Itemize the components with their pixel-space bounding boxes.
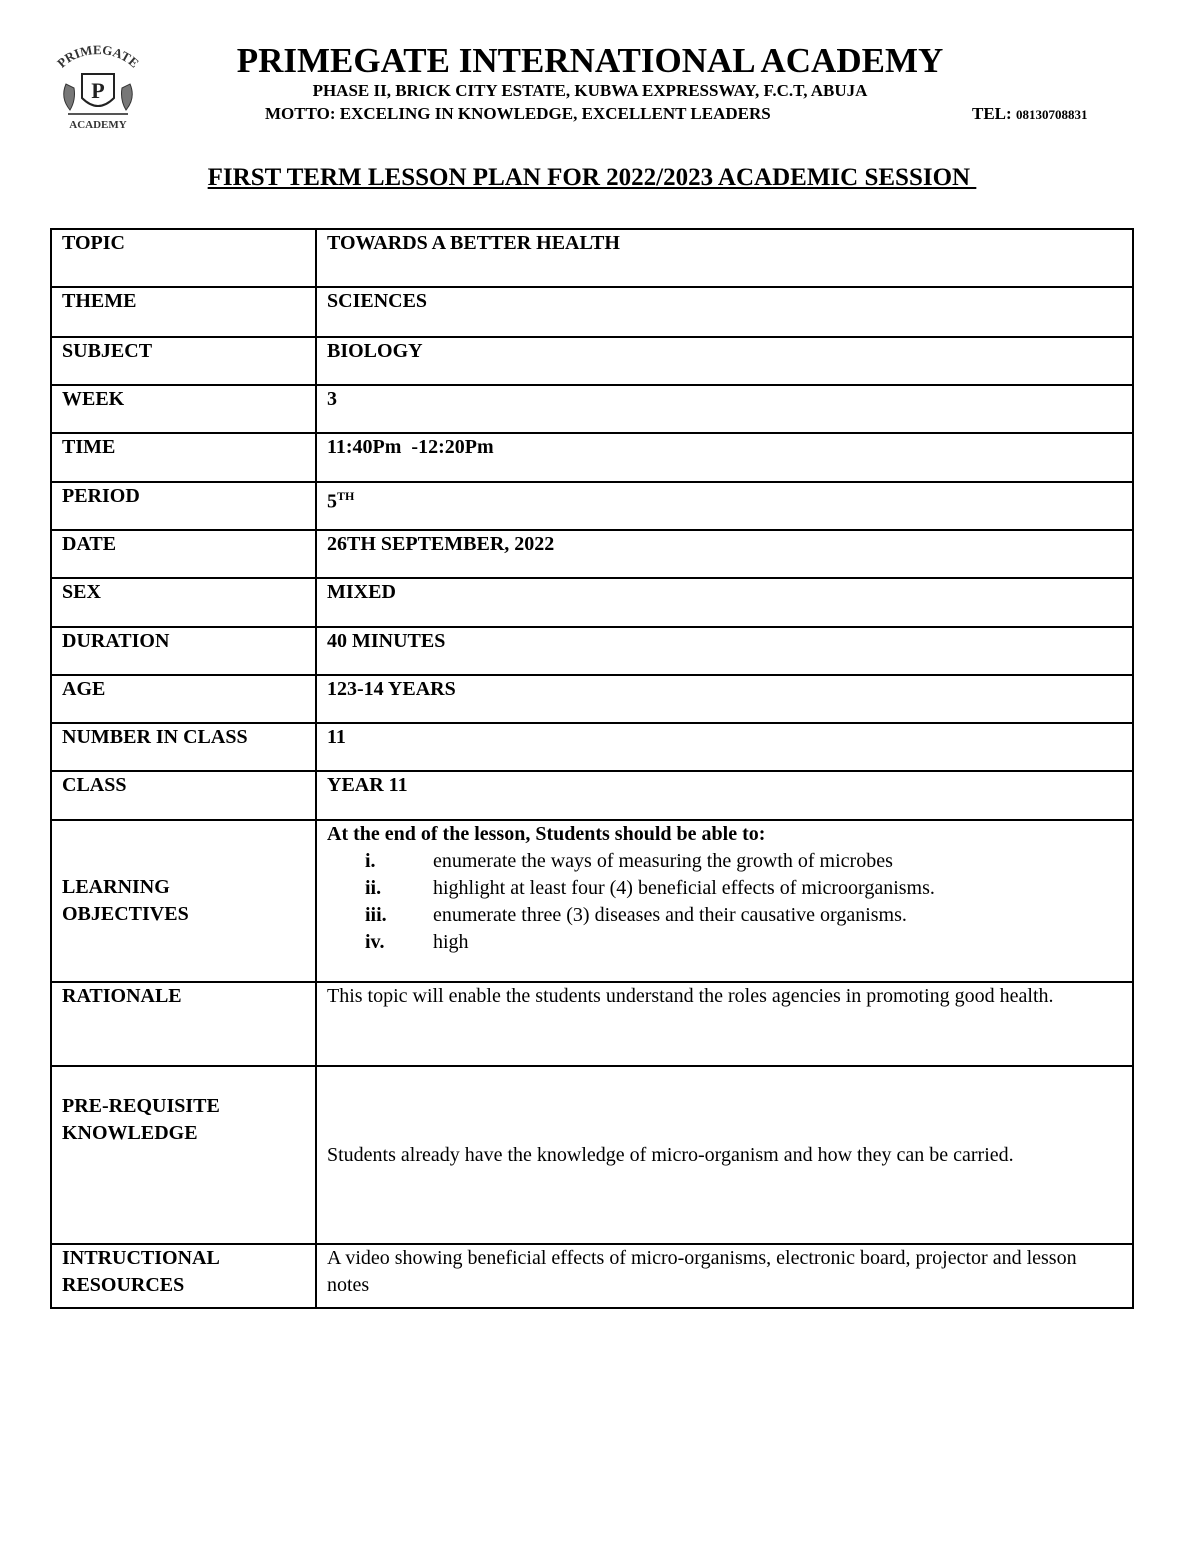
row-value: TOWARDS A BETTER HEALTH [316, 229, 1133, 287]
table-row [51, 627, 1133, 675]
row-value [316, 482, 1133, 530]
table-row-prerequisite [51, 1066, 1133, 1244]
school-logo [46, 40, 150, 132]
row-value: YEAR 11 [316, 771, 1133, 820]
row-value: A video showing beneficial effects of micro-organisms, electronic board, projector and lesson notes [316, 1244, 1133, 1308]
table-row-objectives [51, 820, 1133, 982]
row-label: SUBJECT [51, 337, 316, 385]
period-suffix: TH [337, 489, 355, 503]
row-label [51, 1066, 316, 1244]
item-text: highlight at least four (4) beneficial effects of microorganisms. [433, 877, 935, 899]
table-row [51, 337, 1133, 385]
table-row [51, 723, 1133, 771]
list-item [327, 902, 1122, 929]
school-motto: MOTTO: EXCELING IN KNOWLEDGE, EXCELLENT LEADERS [265, 104, 771, 123]
logo-text-top: PRIMEGATE [54, 42, 142, 71]
row-label: THEME [51, 287, 316, 337]
table-row-rationale [51, 982, 1133, 1066]
row-label: PERIOD [51, 482, 316, 530]
table-row [51, 578, 1133, 627]
row-label: TOPIC [51, 229, 316, 287]
row-value [316, 433, 1133, 482]
table-row [51, 675, 1133, 723]
table-row [51, 287, 1133, 337]
period-value: 5 [327, 490, 337, 513]
time-value: 11:40Pm -12:20Pm [327, 436, 494, 458]
table-row [51, 482, 1133, 530]
item-number: ii. [365, 877, 382, 899]
row-label: AGE [51, 675, 316, 723]
tel-number: 08130708831 [1015, 107, 1088, 122]
item-number: i. [365, 850, 376, 872]
row-label: SEX [51, 578, 316, 627]
item-text: high [433, 931, 469, 953]
list-item [327, 875, 1122, 902]
row-value: This topic will enable the students understand the roles agencies in promoting good health. [316, 982, 1133, 1066]
row-label: TIME [51, 433, 316, 482]
objectives-list [327, 848, 1122, 956]
row-label: DURATION [51, 627, 316, 675]
row-value: 3 [316, 385, 1133, 433]
row-value: 11 [316, 723, 1133, 771]
item-text: enumerate the ways of measuring the growth of microbes [433, 850, 893, 872]
resources-label-line1: INTRUCTIONAL [62, 1247, 220, 1269]
table-row [51, 385, 1133, 433]
objectives-intro: At the end of the lesson, Students should be able to: [327, 823, 766, 845]
row-value: Students already have the knowledge of micro-organism and how they can be carried. [316, 1066, 1133, 1244]
item-text: enumerate three (3) diseases and their causative organisms. [433, 904, 907, 926]
row-value: 26TH SEPTEMBER, 2022 [316, 530, 1133, 578]
row-label: NUMBER IN CLASS [51, 723, 316, 771]
logo-letter: P [91, 78, 105, 103]
prerequisite-label-line1: PRE-REQUISITE [62, 1095, 220, 1117]
item-number: iii. [365, 904, 387, 926]
row-value: 40 MINUTES [316, 627, 1133, 675]
row-label: WEEK [51, 385, 316, 433]
table-row [51, 433, 1133, 482]
list-item [327, 848, 1122, 875]
row-value: SCIENCES [316, 287, 1133, 337]
row-value: BIOLOGY [316, 337, 1133, 385]
table-row [51, 771, 1133, 820]
row-label: DATE [51, 530, 316, 578]
svg-text:PRIMEGATE [54, 42, 142, 70]
objectives-label-line2: OBJECTIVES [62, 903, 189, 925]
row-value: MIXED [316, 578, 1133, 627]
objectives-label-line1: LEARNING [62, 876, 170, 898]
tel-label: TEL: [972, 104, 1012, 123]
item-number: iv. [365, 931, 385, 953]
lesson-plan-table [50, 228, 1134, 1309]
table-row [51, 229, 1133, 287]
row-label: CLASS [51, 771, 316, 820]
row-label: RATIONALE [51, 982, 316, 1066]
logo-text-bottom: ACADEMY [69, 119, 127, 131]
list-item [327, 929, 1122, 956]
row-label [51, 1244, 316, 1308]
document-title: FIRST TERM LESSON PLAN FOR 2022/2023 ACADEMIC SESSION [207, 164, 977, 191]
table-row-resources [51, 1244, 1133, 1308]
row-value: 123-14 YEARS [316, 675, 1133, 723]
school-address: PHASE II, BRICK CITY ESTATE, KUBWA EXPRESSWAY, F.C.T, ABUJA [312, 81, 868, 100]
school-phone [972, 103, 1087, 126]
prerequisite-label-line2: KNOWLEDGE [62, 1122, 198, 1144]
objectives-cell [316, 820, 1133, 982]
school-name: PRIMEGATE INTERNATIONAL ACADEMY [236, 41, 944, 80]
row-label [51, 820, 316, 982]
table-row [51, 530, 1133, 578]
resources-label-line2: RESOURCES [62, 1274, 185, 1296]
